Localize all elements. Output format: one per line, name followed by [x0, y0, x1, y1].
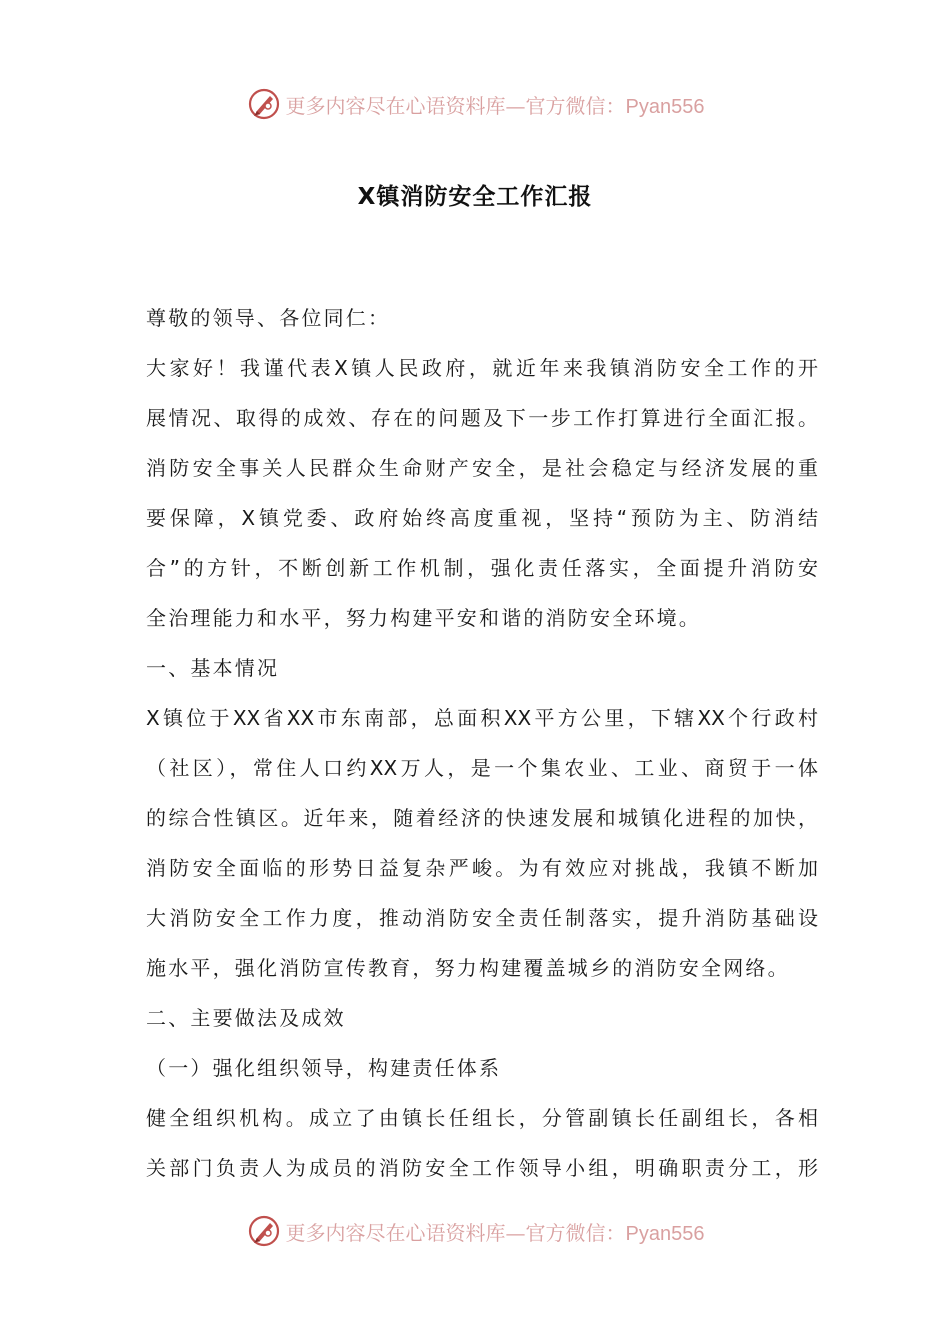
body-line: 大消防安全工作力度，推动消防安全责任制落实，提升消防基础设 — [146, 906, 818, 930]
subsection-heading: （一）强化组织领导，构建责任体系 — [146, 1056, 502, 1080]
body-line: X镇位于XX省XX市东南部，总面积XX平方公里，下辖XX个行政村 — [146, 706, 818, 730]
watermark-wechat-id: Pyan556 — [625, 1222, 705, 1245]
watermark-wechat-id: Pyan556 — [625, 95, 705, 118]
body-line: 消防安全面临的形势日益复杂严峻。为有效应对挑战，我镇不断加 — [146, 856, 818, 880]
section-heading: 一、基本情况 — [146, 656, 280, 680]
pen-logo-icon — [246, 1213, 282, 1249]
watermark-text — [286, 90, 705, 119]
body-line: 关部门负责人为成员的消防安全工作领导小组，明确职责分工，形 — [146, 1156, 818, 1180]
body-line: 大家好！我谨代表X镇人民政府，就近年来我镇消防安全工作的开 — [146, 356, 818, 380]
document-body — [146, 296, 818, 1196]
section-heading: 二、主要做法及成效 — [146, 1006, 346, 1030]
body-line: 要保障，X镇党委、政府始终高度重视，坚持“预防为主、防消结 — [146, 506, 818, 530]
watermark-banner-top — [0, 84, 950, 124]
body-line: 展情况、取得的成效、存在的问题及下一步工作打算进行全面汇报。 — [146, 406, 818, 430]
body-line: 尊敬的领导、各位同仁： — [146, 306, 391, 330]
body-line: （社区），常住人口约XX万人，是一个集农业、工业、商贸于一体 — [146, 756, 818, 780]
watermark-slogan: 更多内容尽在心语资料库—官方微信： — [285, 1220, 626, 1245]
body-line: 合”的方针，不断创新工作机制，强化责任落实，全面提升消防安 — [146, 556, 818, 580]
body-line: 的综合性镇区。近年来，随着经济的快速发展和城镇化进程的加快， — [146, 806, 818, 830]
body-line: 消防安全事关人民群众生命财产安全，是社会稳定与经济发展的重 — [146, 456, 818, 480]
body-line: 全治理能力和水平，努力构建平安和谐的消防安全环境。 — [146, 606, 701, 630]
pen-logo-icon — [246, 86, 282, 122]
watermark-banner-bottom — [0, 1211, 950, 1251]
watermark-text — [286, 1217, 705, 1246]
watermark-slogan: 更多内容尽在心语资料库—官方微信： — [285, 93, 626, 118]
document-title: X镇消防安全工作汇报 — [357, 184, 593, 210]
body-line: 健全组织机构。成立了由镇长任组长，分管副镇长任副组长，各相 — [146, 1106, 818, 1130]
body-line: 施水平，强化消防宣传教育，努力构建覆盖城乡的消防安全网络。 — [146, 956, 790, 980]
